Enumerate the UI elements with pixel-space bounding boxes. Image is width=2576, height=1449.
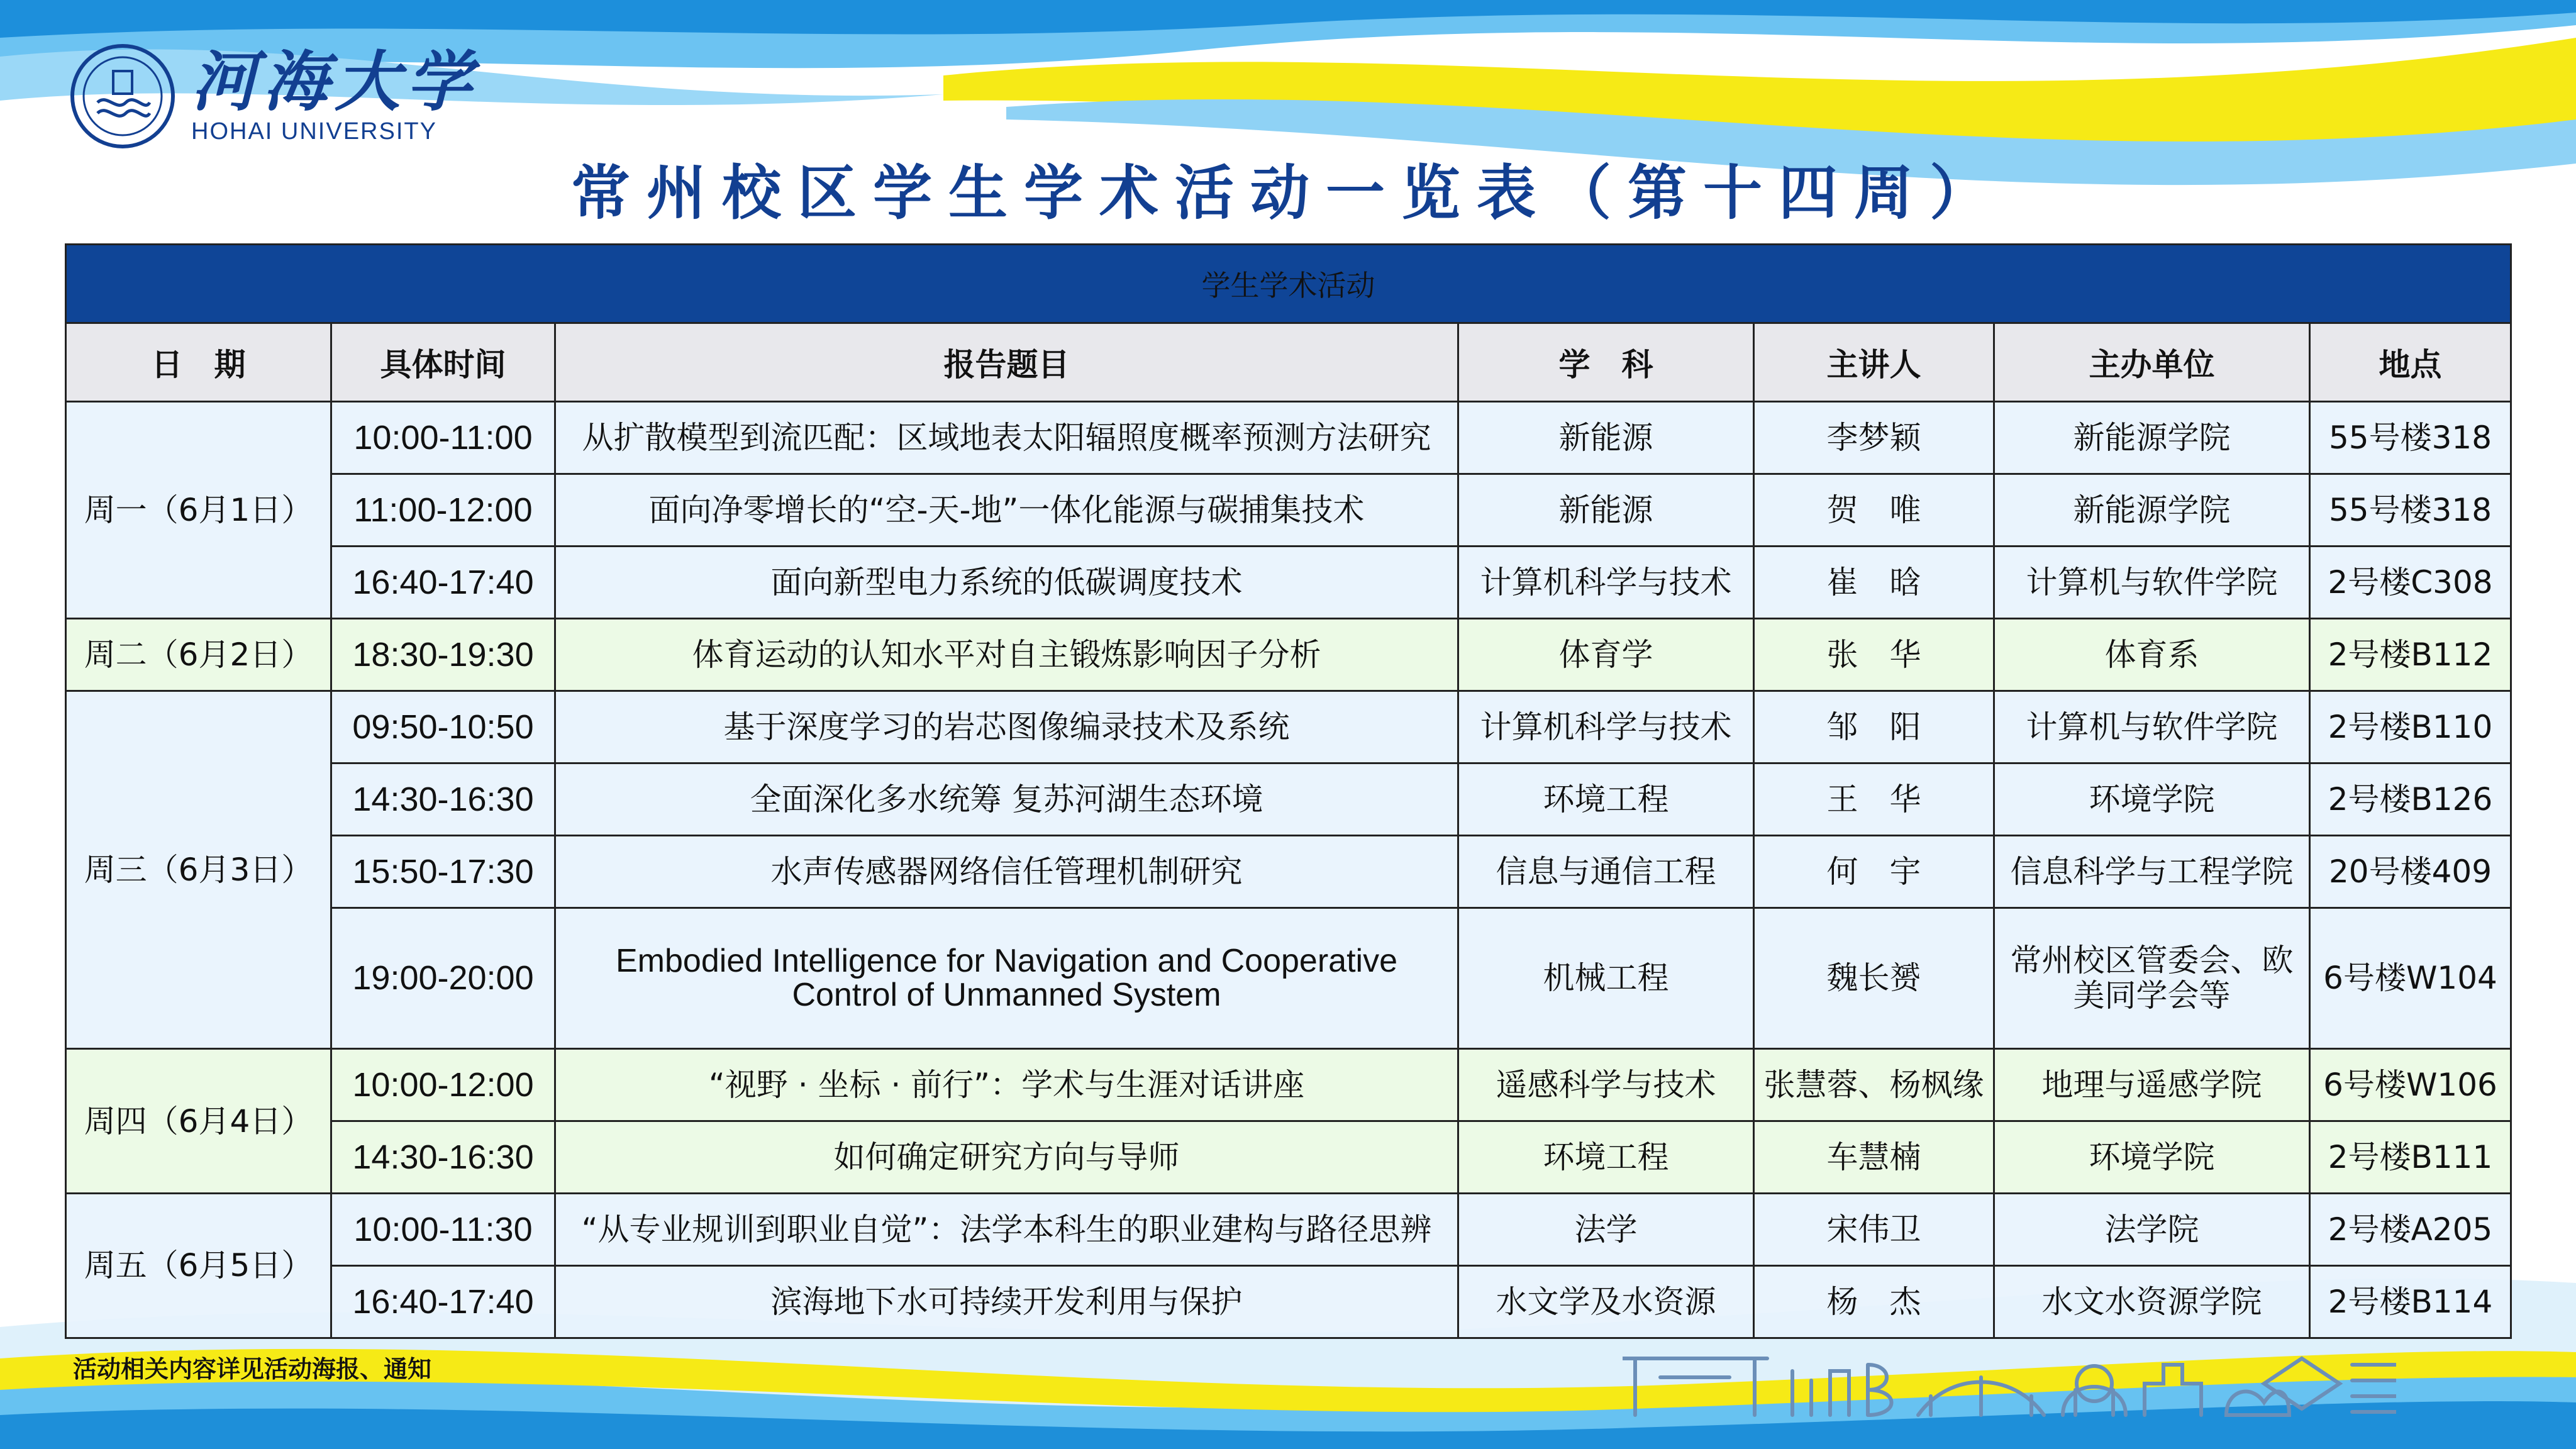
speaker-cell: 张 华	[1754, 618, 1994, 691]
speaker-cell: 何 宇	[1754, 835, 1994, 908]
speaker-cell: 杨 杰	[1754, 1265, 1994, 1338]
subject-cell: 新能源	[1458, 402, 1754, 474]
header-speaker: 主讲人	[1754, 323, 1994, 402]
host-cell: 新能源学院	[1994, 474, 2310, 546]
time-cell: 16:40-17:40	[331, 546, 555, 618]
place-cell: 55号楼318	[2310, 474, 2511, 546]
day-cell: 周一（6月1日）	[66, 402, 331, 619]
table-body	[66, 402, 2511, 1338]
day-cell: 周三（6月3日）	[66, 691, 331, 1048]
speaker-cell: 王 华	[1754, 763, 1994, 835]
speaker-cell: 张慧蓉、杨枫缘	[1754, 1049, 1994, 1121]
time-cell: 10:00-11:00	[331, 402, 555, 474]
time-cell: 15:50-17:30	[331, 835, 555, 908]
time-cell: 14:30-16:30	[331, 763, 555, 835]
day-cell: 周四（6月4日）	[66, 1049, 331, 1194]
day-cell: 周二（6月2日）	[66, 618, 331, 691]
topic-cell: “视野 · 坐标 · 前行”：学术与生涯对话讲座	[555, 1049, 1458, 1121]
place-cell: 2号楼B114	[2310, 1265, 2511, 1338]
place-cell: 2号楼B110	[2310, 691, 2511, 763]
topic-cell: Embodied Intelligence for Navigation and Cooperative Control of Unmanned System	[555, 908, 1458, 1048]
time-cell: 10:00-11:30	[331, 1193, 555, 1265]
header-date: 日 期	[66, 323, 331, 402]
speaker-cell: 贺 唯	[1754, 474, 1994, 546]
table-row	[66, 1193, 2511, 1265]
speaker-cell: 邹 阳	[1754, 691, 1994, 763]
subject-cell: 水文学及水资源	[1458, 1265, 1754, 1338]
host-cell: 地理与遥感学院	[1994, 1049, 2310, 1121]
place-cell: 6号楼W104	[2310, 908, 2511, 1048]
speaker-cell: 崔 晗	[1754, 546, 1994, 618]
topic-cell: 基于深度学习的岩芯图像编录技术及系统	[555, 691, 1458, 763]
host-cell: 计算机与软件学院	[1994, 546, 2310, 618]
table-row	[66, 1049, 2511, 1121]
host-cell: 环境学院	[1994, 1121, 2310, 1194]
place-cell: 55号楼318	[2310, 402, 2511, 474]
host-cell: 法学院	[1994, 1193, 2310, 1265]
logo-name-en: HOHAI UNIVERSITY	[191, 118, 437, 145]
place-cell: 20号楼409	[2310, 835, 2511, 908]
table-row	[66, 546, 2511, 618]
table-row	[66, 835, 2511, 908]
place-cell: 2号楼B112	[2310, 618, 2511, 691]
place-cell: 2号楼B126	[2310, 763, 2511, 835]
table-row	[66, 474, 2511, 546]
host-cell: 信息科学与工程学院	[1994, 835, 2310, 908]
place-cell: 6号楼W106	[2310, 1049, 2511, 1121]
topic-cell: 面向净零增长的“空-天-地”一体化能源与碳捕集技术	[555, 474, 1458, 546]
table-row	[66, 618, 2511, 691]
host-cell: 水文水资源学院	[1994, 1265, 2310, 1338]
subject-cell: 机械工程	[1458, 908, 1754, 1048]
subject-cell: 体育学	[1458, 618, 1754, 691]
header-place: 地点	[2310, 323, 2511, 402]
footnote: 活动相关内容详见活动海报、通知	[73, 1355, 432, 1383]
host-cell: 计算机与软件学院	[1994, 691, 2310, 763]
table-banner-row	[66, 245, 2511, 323]
host-cell: 常州校区管委会、欧美同学会等	[1994, 908, 2310, 1048]
time-cell: 09:50-10:50	[331, 691, 555, 763]
subject-cell: 环境工程	[1458, 763, 1754, 835]
speaker-cell: 车慧楠	[1754, 1121, 1994, 1194]
subject-cell: 计算机科学与技术	[1458, 546, 1754, 618]
table-row	[66, 1121, 2511, 1194]
place-cell: 2号楼A205	[2310, 1193, 2511, 1265]
table-header-row	[66, 323, 2511, 402]
topic-cell: 滨海地下水可持续开发利用与保护	[555, 1265, 1458, 1338]
university-logo	[69, 43, 478, 150]
day-cell: 周五（6月5日）	[66, 1193, 331, 1338]
header-subject: 学 科	[1458, 323, 1754, 402]
time-cell: 14:30-16:30	[331, 1121, 555, 1194]
page-title: 常州校区学生学术活动一览表（第十四周）	[570, 159, 2005, 228]
subject-cell: 计算机科学与技术	[1458, 691, 1754, 763]
time-cell: 19:00-20:00	[331, 908, 555, 1048]
speaker-cell: 李梦颖	[1754, 402, 1994, 474]
header-host: 主办单位	[1994, 323, 2310, 402]
table-row	[66, 1265, 2511, 1338]
table-row	[66, 691, 2511, 763]
topic-cell: 体育运动的认知水平对自主锻炼影响因子分析	[555, 618, 1458, 691]
time-cell: 10:00-12:00	[331, 1049, 555, 1121]
speaker-cell: 魏长赟	[1754, 908, 1994, 1048]
table-row	[66, 763, 2511, 835]
subject-cell: 法学	[1458, 1193, 1754, 1265]
time-cell: 11:00-12:00	[331, 474, 555, 546]
subject-cell: 新能源	[1458, 474, 1754, 546]
topic-cell: 面向新型电力系统的低碳调度技术	[555, 546, 1458, 618]
topic-cell: “从专业规训到职业自觉”：法学本科生的职业建构与路径思辨	[555, 1193, 1458, 1265]
header-topic: 报告题目	[555, 323, 1458, 402]
table-banner: 学生学术活动	[66, 245, 2511, 323]
schedule-table	[65, 243, 2512, 1339]
campus-skyline-icon	[1623, 1346, 2396, 1418]
topic-cell: 如何确定研究方向与导师	[555, 1121, 1458, 1194]
speaker-cell: 宋伟卫	[1754, 1193, 1994, 1265]
place-cell: 2号楼C308	[2310, 546, 2511, 618]
time-cell: 18:30-19:30	[331, 618, 555, 691]
header-time: 具体时间	[331, 323, 555, 402]
place-cell: 2号楼B111	[2310, 1121, 2511, 1194]
topic-cell: 从扩散模型到流匹配：区域地表太阳辐照度概率预测方法研究	[555, 402, 1458, 474]
host-cell: 新能源学院	[1994, 402, 2310, 474]
topic-cell: 水声传感器网络信任管理机制研究	[555, 835, 1458, 908]
topic-cell: 全面深化多水统筹 复苏河湖生态环境	[555, 763, 1458, 835]
host-cell: 体育系	[1994, 618, 2310, 691]
subject-cell: 遥感科学与技术	[1458, 1049, 1754, 1121]
subject-cell: 信息与通信工程	[1458, 835, 1754, 908]
host-cell: 环境学院	[1994, 763, 2310, 835]
university-seal-icon	[69, 43, 176, 150]
logo-name-cn: 河海大学	[191, 43, 479, 120]
subject-cell: 环境工程	[1458, 1121, 1754, 1194]
table-row	[66, 908, 2511, 1048]
table-row	[66, 402, 2511, 474]
time-cell: 16:40-17:40	[331, 1265, 555, 1338]
